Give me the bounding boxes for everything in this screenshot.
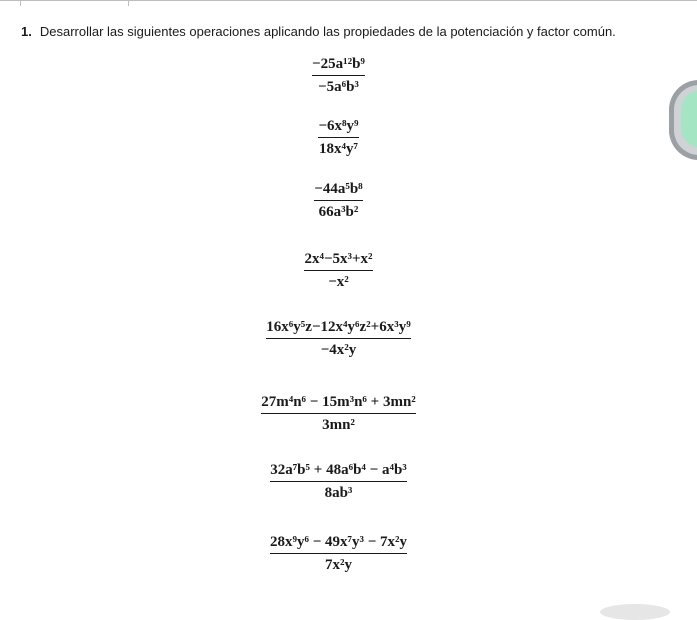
- fraction-numerator: 28x⁹y⁶ − 49x⁷y³ − 7x²y: [269, 534, 408, 550]
- fraction-exercise-6: [0, 393, 687, 435]
- fraction-numerator: 27m⁴n⁶ − 15m³n⁶ + 3mn²: [261, 394, 416, 410]
- fraction-numerator: 16x⁶y⁵z−12x⁴y⁶z²+6x³y⁹: [266, 319, 411, 335]
- floating-widget-icon: [681, 90, 697, 148]
- fraction-exercise-4: [0, 250, 687, 292]
- instruction-line: [21, 24, 616, 39]
- fraction-denominator: −x²: [328, 274, 349, 290]
- fraction-exercise-5: [0, 318, 687, 360]
- fraction-bar: [304, 270, 372, 271]
- fraction-exercise-2: [0, 117, 687, 159]
- fraction-bar: [270, 481, 407, 482]
- fraction-numerator: 32a⁷b⁵ + 48a⁶b⁴ − a⁴b³: [270, 462, 407, 478]
- fraction-exercise-8: [0, 533, 687, 575]
- fraction-bar: [270, 553, 407, 554]
- fraction-numerator: −44a⁵b⁸: [314, 181, 363, 197]
- fraction-denominator: −4x²y: [320, 342, 357, 358]
- fraction-denominator: −5a⁶b³: [318, 79, 359, 95]
- fraction-bar: [318, 137, 358, 138]
- fraction-bar: [266, 338, 410, 339]
- fraction-numerator: −25a¹²b⁹: [312, 56, 365, 72]
- table-divider: [128, 0, 129, 6]
- fraction-exercise-7: [0, 461, 687, 503]
- table-border-top: [0, 0, 697, 7]
- instruction-text: Desarrollar las siguientes operaciones aplicando las propiedades de la potenciación y factor común.: [39, 24, 616, 39]
- instruction-number: 1.: [21, 24, 32, 39]
- fraction-numerator: −6x⁸y⁹: [318, 118, 359, 134]
- fraction-bar: [314, 200, 362, 201]
- fraction-denominator: 66a³b²: [318, 204, 359, 220]
- fraction-numerator: 2x⁴−5x³+x²: [304, 251, 373, 267]
- fraction-bar: [312, 75, 365, 76]
- fraction-denominator: 8ab³: [324, 485, 353, 501]
- table-divider: [20, 0, 21, 6]
- fraction-denominator: 18x⁴y⁷: [318, 141, 358, 157]
- fraction-exercise-3: [0, 180, 687, 222]
- floating-widget-shadow: [600, 604, 670, 620]
- fraction-denominator: 7x²y: [325, 557, 352, 573]
- fraction-bar: [261, 413, 416, 414]
- fraction-denominator: 3mn²: [322, 417, 355, 433]
- fraction-exercise-1: [0, 55, 687, 97]
